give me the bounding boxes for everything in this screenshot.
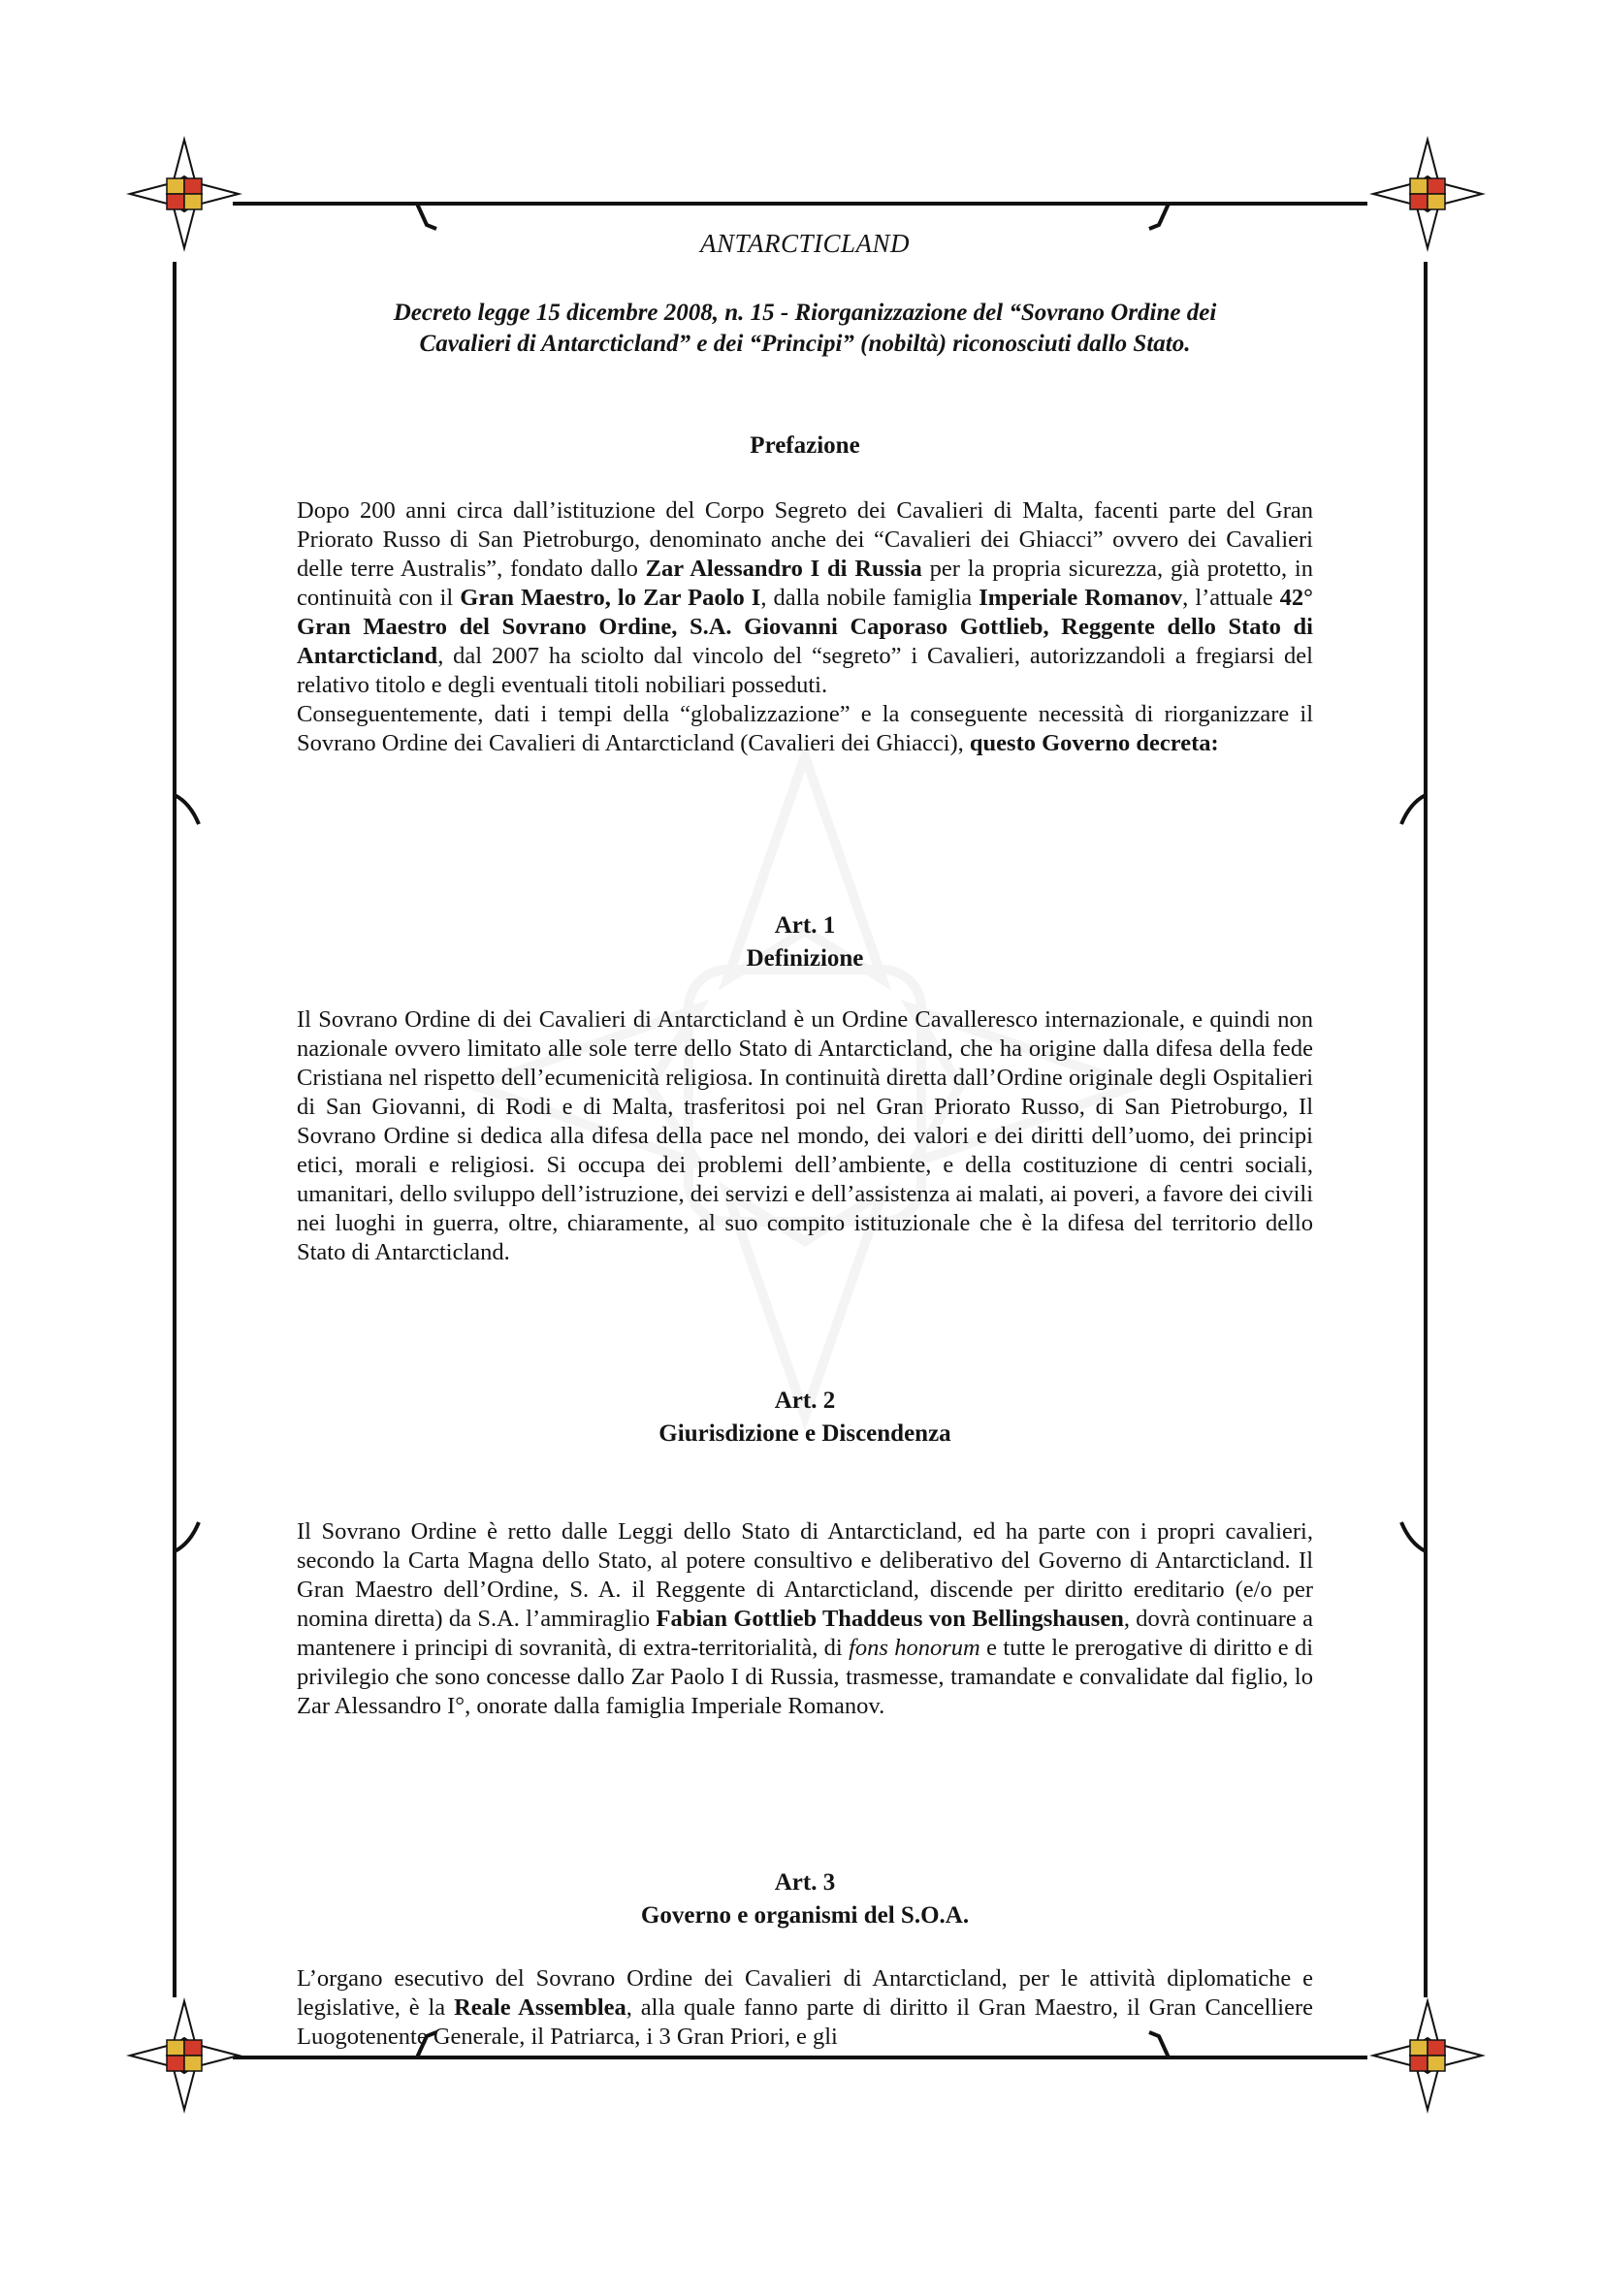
bottom-right-emblem-icon [1369,1997,1486,2114]
article-3-heading [297,1866,1313,1932]
article-3-number: Art. 3 [774,1869,836,1896]
article-1-title: Definizione [746,945,864,972]
bottom-left-emblem-icon [126,1997,242,2114]
article-1-heading [297,909,1313,975]
state-title: ANTARCTICLAND [699,229,911,258]
preface-heading: Prefazione [750,432,860,459]
article-2-number: Art. 2 [774,1387,836,1414]
preface-paragraph-2: Conseguentemente, dati i tempi della “globalizzazione” e la conseguente necessità di riorganizzare il Sovrano Ordine dei Cavalieri di Antarcticland (Cavalieri dei Ghiacci), questo Governo decreta: [297,701,1313,756]
top-left-emblem-icon [126,136,242,252]
decree-title-line-1: Decreto legge 15 dicembre 2008, n. 15 - Riorganizzazione del “Sovrano Ordine dei [393,300,1217,326]
article-1-number: Art. 1 [774,912,836,939]
decree-title [297,298,1313,360]
preface-body [297,496,1313,758]
top-right-emblem-icon [1369,136,1486,252]
article-2-heading [297,1385,1313,1451]
preface-paragraph-1: Dopo 200 anni circa dall’istituzione del Corpo Segreto dei Cavalieri di Malta, facenti parte del Gran Priorato Russo di San Pietroburgo, denominato anche dei “Cavalieri dei Ghiacci” ovvero dei Cavalieri delle terre Australis”, fondato dallo Zar Alessandro I di Russia per la propria sicurezza, già protetto, in continuità con il Gran Maestro, lo Zar Paolo I, dalla nobile famiglia Imperiale Romanov, l’attuale 42° Gran Maestro del Sovrano Ordine, S.A. Giovanni Caporaso Gottlieb, Reggente dello Stato di Antarcticland, dal 2007 ha sciolto dal vincolo del “segreto” i Cavalieri, autorizzandoli a fregiarsi del relativo titolo e degli eventuali titoli nobiliari posseduti. [297,497,1313,698]
article-2-title: Giurisdizione e Discendenza [658,1420,951,1447]
article-1-body: Il Sovrano Ordine di dei Cavalieri di Antarcticland è un Ordine Cavalleresco internazionale, e quindi non nazionale ovvero limitato alle sole terre dello Stato di Antarcticland, che ha origine dalla difesa della fede Cristiana nel rispetto dell’ecumenicità religiosa. In continuità diretta dall’Ordine originale degli Ospitalieri di San Giovanni, di Rodi e di Malta, trasferitosi poi nel Gran Priorato Russo, di San Pietroburgo, Il Sovrano Ordine si dedica alla difesa della pace nel mondo, dei valori e dei diritti dell’uomo, dei principi etici, morali e religiosi. Si occupa dei problemi dell’ambiente, e della costituzione di centri sociali, umanitari, dello sviluppo dell’istruzione, dei servizi e dell’assistenza ai malati, ai poveri, a favore dei civili nei luoghi in guerra, oltre, chiaramente, al suo compito istituzionale che è la difesa del territorio dello Stato di Antarcticland. [297,1006,1313,1265]
article-2-body: Il Sovrano Ordine è retto dalle Leggi dello Stato di Antarcticland, ed ha parte con i propri cavalieri, secondo la Carta Magna dello Stato, al potere consultivo e deliberativo del Governo di Antarcticland. Il Gran Maestro dell’Ordine, S. A. il Reggente di Antarcticland, discende per diritto ereditario (e/o per nomina diretta) da S.A. l’ammiraglio Fabian Gottlieb Thaddeus von Bellingshausen, dovrà continuare a mantenere i principi di sovranità, di extra-territorialità, di fons honorum e tutte le prerogative di diritto e di privilegio che sono concesse dallo Zar Paolo I di Russia, trasmesse, tramandate e convalidate dal figlio, lo Zar Alessandro I°, onorate dalla famiglia Imperiale Romanov. [297,1518,1314,1719]
decree-title-line-2: Cavalieri di Antarcticland” e dei “Principi” (nobiltà) riconosciuti dallo Stato. [419,331,1191,357]
article-3-body: L’organo esecutivo del Sovrano Ordine dei Cavalieri di Antarcticland, per le attività diplomatiche e legislative, è la Reale Assemblea, alla quale fanno parte di diritto il Gran Maestro, il Gran Cancelliere Luogotenente Generale, il Patriarca, i 3 Gran Priori, e gli [297,1965,1313,2050]
article-3-title: Governo e organismi del S.O.A. [640,1902,970,1929]
